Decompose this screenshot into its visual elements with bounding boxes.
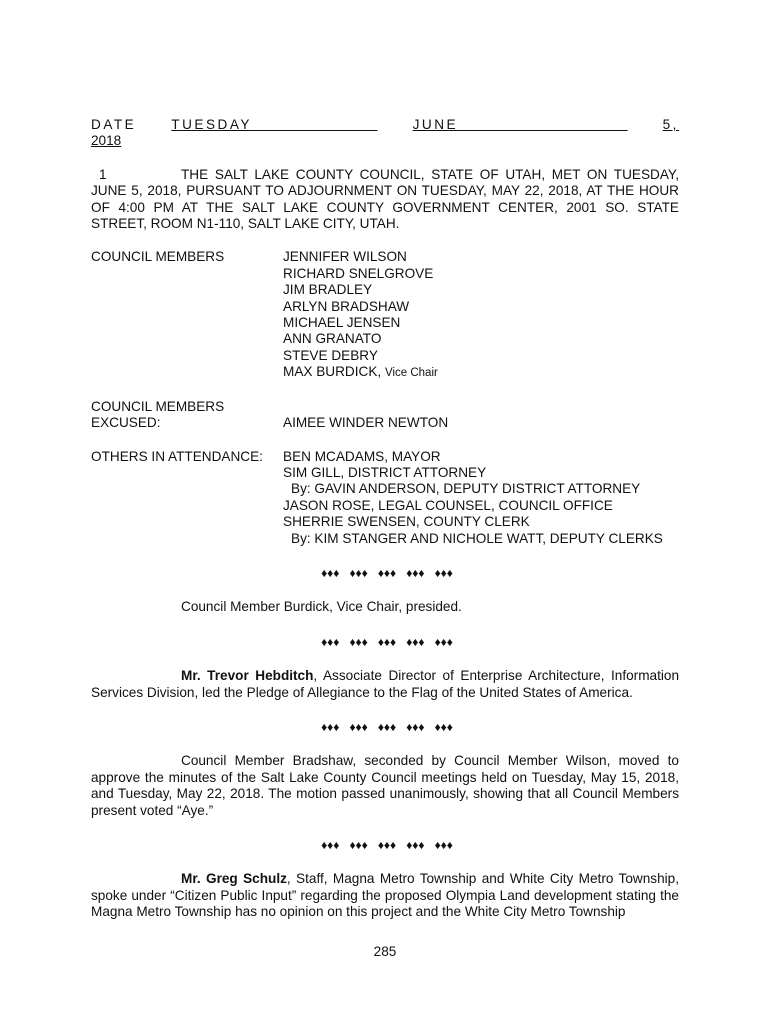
presided-paragraph: Council Member Burdick, Vice Chair, presided. [181,599,462,615]
excused-name: AIMEE WINDER NEWTON [283,415,449,431]
council-members-label: COUNCIL MEMBERS [91,249,225,265]
citizen-input-paragraph: Mr. Greg Schulz, Staff, Magna Metro Township and White City Metro Township, spoke under “Citizen Public Input” regarding the proposed Olympia Land development stating the Magna Metro Township has no opinion on this project and the White City Metro Township [91,871,679,920]
speaker-name: Mr. Trevor Hebditch [181,668,314,684]
excused-block [91,399,679,432]
pledge-paragraph: Mr. Trevor Hebditch, Associate Director of Enterprise Architecture, Information Services Division, led the Pledge of Allegiance to the Flag of the United States of America. [91,668,680,700]
speaker-name: Mr. Greg Schulz [181,871,287,887]
council-members-block [91,249,679,381]
attendee-line: JASON ROSE, LEGAL COUNSEL, COUNCIL OFFICE [283,497,613,513]
vice-chair-title: Vice Chair [384,367,438,380]
member-name: MICHAEL JENSEN [283,315,401,331]
date-month: JUNE [412,117,459,132]
section-separator: ♦♦♦ ♦♦♦ ♦♦♦ ♦♦♦ ♦♦♦ [321,719,453,734]
section-separator: ♦♦♦ ♦♦♦ ♦♦♦ ♦♦♦ ♦♦♦ [321,634,453,649]
member-name: RICHARD SNELGROVE [283,265,434,281]
member-name: JENNIFER WILSON [283,249,407,265]
attendee-line: BEN MCADAMS, MAYOR [283,448,441,464]
section-separator: ♦♦♦ ♦♦♦ ♦♦♦ ♦♦♦ ♦♦♦ [321,838,453,852]
page-number: 285 [373,944,397,959]
member-name: JIM BRADLEY [283,282,373,298]
attendee-line: SIM GILL, DISTRICT ATTORNEY [283,464,487,480]
document-body [91,117,679,921]
others-label: OTHERS IN ATTENDANCE: [91,448,263,464]
attendee-line: By: GAVIN ANDERSON, DEPUTY DISTRICT ATTORNEY [291,481,641,497]
minutes-paragraph: Council Member Bradshaw, seconded by Council Member Wilson, moved to approve the minutes of the Salt Lake County Council meetings held on Tuesday, May 15, 2018, and Tuesday, May 22, 2018. The motion passed unanimously, showing that all Council Members present voted “Aye.” [91,753,679,818]
member-name: ARLYN BRADSHAW [283,298,410,314]
date-label: DATE [91,117,137,132]
member-name: ANN GRANATO [283,331,382,347]
member-name: STEVE DEBRY [283,347,378,363]
paragraph-number: 1 [99,166,107,182]
date-day-number: 5, [662,117,679,132]
attendee-line: SHERRIE SWENSEN, COUNTY CLERK [283,514,530,530]
others-list [283,449,663,547]
date-year: 2018 [91,133,122,149]
member-name-vice-chair: MAX BURDICK, Vice Chair [283,364,438,380]
attendee-line: By: KIM STANGER AND NICHOLE WATT, DEPUTY CLERKS [291,530,663,546]
intro-text: THE SALT LAKE COUNTY COUNCIL, STATE OF UTAH, MET ON TUESDAY, JUNE 5, 2018, PURSUANT TO ADJOURNMENT ON TUESDAY, MAY 22, 2018, AT THE HOUR OF 4:00 PM AT THE SALT LAKE COUNTY GOVERNMENT CENTER, 2001 SO. STATE STREET, ROOM N1-110, SALT LAKE CITY, UTAH. [91,166,679,232]
excused-label: COUNCIL MEMBERS EXCUSED: [91,398,225,431]
date-day: TUESDAY [171,117,252,132]
council-members-list [283,249,438,381]
others-block [91,449,679,547]
date-header [91,117,679,133]
intro-paragraph [91,167,679,233]
section-separator: ♦♦♦ ♦♦♦ ♦♦♦ ♦♦♦ ♦♦♦ [321,565,453,580]
